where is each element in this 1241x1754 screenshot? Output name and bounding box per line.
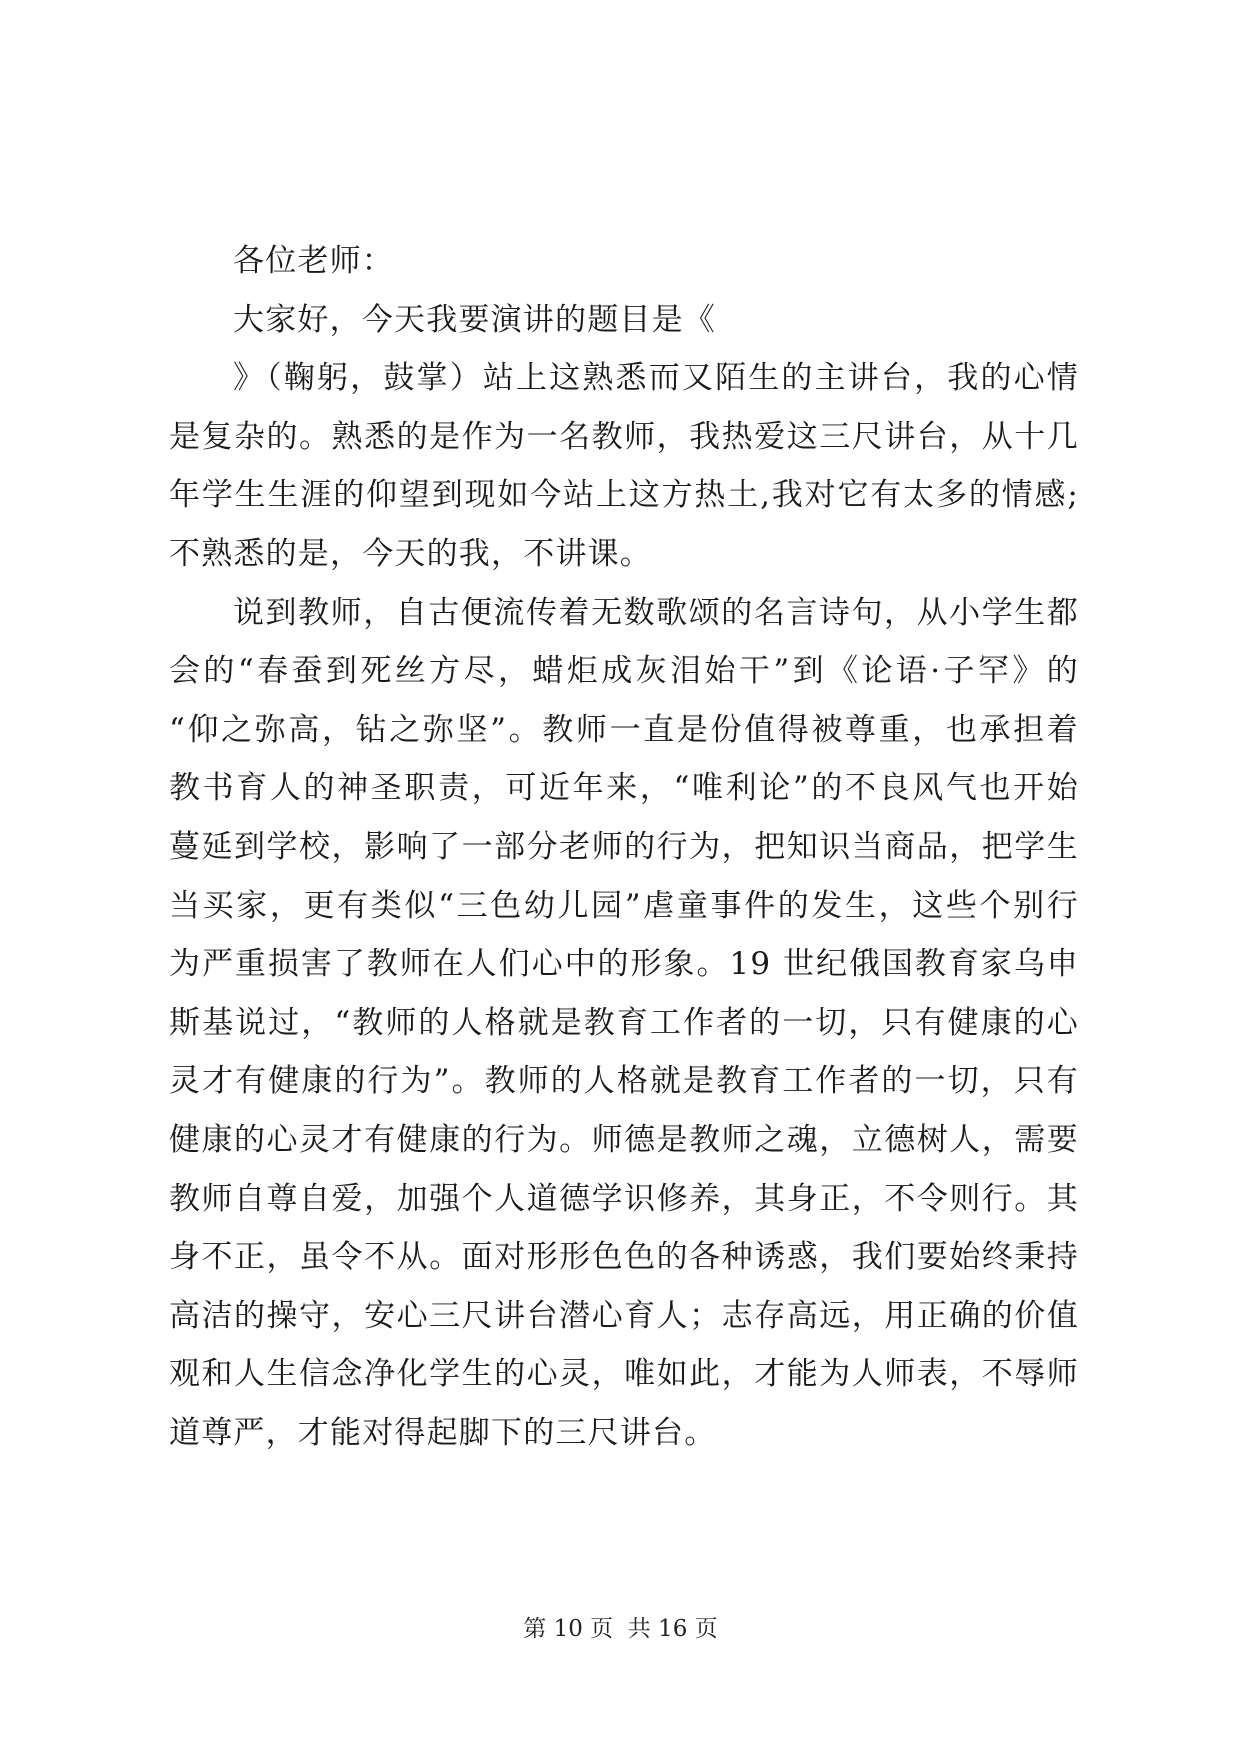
text-line: 教书育人的神圣职责，可近年来，“唯利论”的不良风气也开始 <box>169 770 1079 807</box>
text-line: 大家好，今天我要演讲的题目是《 <box>233 301 716 338</box>
text-line: 为严重损害了教师在人们心中的形象。19 世纪俄国教育家乌申 <box>169 946 1079 983</box>
text-line: 是复杂的。熟悉的是作为一名教师，我热爱这三尺讲台，从十几 <box>169 418 1079 455</box>
text-line: 教师自尊自爱，加强个人道德学识修养，其身正，不令则行。其 <box>169 1180 1079 1217</box>
text-line: 》（鞠躬，鼓掌）站上这熟悉而又陌生的主讲台，我的心情 <box>233 360 1079 397</box>
text-line: 不熟悉的是，今天的我，不讲课。 <box>169 535 652 572</box>
text-line: 各位老师： <box>233 243 394 279</box>
text-line: 观和人生信念净化学生的心灵，唯如此，才能为人师表，不辱师 <box>169 1356 1079 1393</box>
text-line: 会的“春蚕到死丝方尽，蜡炬成灰泪始干”到《论语·子罕》的 <box>169 653 1079 690</box>
text-line: 当买家，更有类似“三色幼儿园”虐童事件的发生，这些个别行 <box>169 887 1079 924</box>
page-number-footer: 第 10 页 共 16 页 <box>523 1616 718 1642</box>
text-line: 说到教师，自古便流传着无数歌颂的名言诗句，从小学生都 <box>233 594 1079 631</box>
document-body <box>169 232 1079 1462</box>
text-line: 道尊严，才能对得起脚下的三尺讲台。 <box>169 1414 717 1451</box>
text-line: 灵才有健康的行为”。教师的人格就是教育工作者的一切，只有 <box>169 1063 1079 1100</box>
text-line: 身不正，虽令不从。面对形形色色的各种诱惑，我们要始终秉持 <box>169 1239 1079 1276</box>
text-line: “仰之弥高，钻之弥坚”。教师一直是份值得被尊重，也承担着 <box>169 711 1079 748</box>
text-line: 年学生生涯的仰望到现如今站上这方热土,我对它有太多的情感; <box>169 477 1079 514</box>
text-line: 高洁的操守，安心三尺讲台潜心育人；志存高远，用正确的价值 <box>169 1297 1079 1334</box>
text-line: 健康的心灵才有健康的行为。师德是教师之魂，立德树人，需要 <box>169 1121 1079 1158</box>
text-line: 蔓延到学校，影响了一部分老师的行为，把知识当商品，把学生 <box>169 828 1079 865</box>
text-line: 斯基说过，“教师的人格就是教育工作者的一切，只有健康的心 <box>169 1004 1079 1041</box>
